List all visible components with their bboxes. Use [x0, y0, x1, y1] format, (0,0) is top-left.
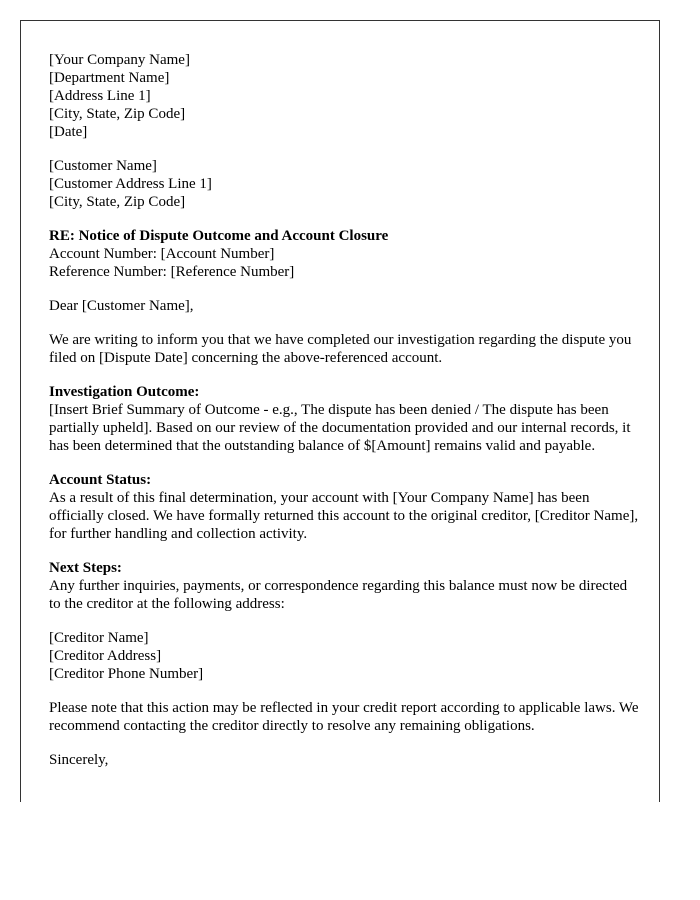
letter-page [20, 20, 660, 802]
next-steps-heading: Next Steps: [49, 560, 122, 576]
creditor-address-block [49, 629, 639, 683]
letter-date: [Date] [49, 124, 88, 140]
sign-off: Sincerely, [49, 752, 109, 768]
sender-department: [Department Name] [49, 70, 170, 86]
recipient-city-state-zip: [City, State, Zip Code] [49, 194, 186, 210]
recipient-address-block [49, 157, 639, 211]
recipient-address-line-1: [Customer Address Line 1] [49, 176, 212, 192]
recipient-name: [Customer Name] [49, 158, 157, 174]
closing-paragraph: Please note that this action may be reflected in your credit report according to applicable laws. We recommend contacting the creditor directly to resolve any remaining obligations. [49, 700, 639, 734]
creditor-name: [Creditor Name] [49, 630, 149, 646]
creditor-address: [Creditor Address] [49, 648, 162, 664]
next-steps-body: Any further inquiries, payments, or correspondence regarding this balance must now be directed to the creditor at the following address: [49, 578, 628, 612]
investigation-heading: Investigation Outcome: [49, 384, 200, 400]
subject-block [49, 227, 639, 281]
account-status-body: As a result of this final determination, your account with [Your Company Name] has been officially closed. We have formally returned this account to the original creditor, [Creditor Name], for further handling and collection activity. [49, 490, 639, 542]
reference-number: Reference Number: [Reference Number] [49, 264, 295, 280]
sender-city-state-zip: [City, State, Zip Code] [49, 106, 186, 122]
salutation: Dear [Customer Name], [49, 298, 194, 314]
investigation-body: [Insert Brief Summary of Outcome - e.g., The dispute has been denied / The dispute has been partially upheld]. Based on our review of the documentation provided and our internal records, it has been determined that the outstanding balance of $[Amount] remains valid and payable. [49, 402, 631, 454]
creditor-phone: [Creditor Phone Number] [49, 666, 204, 682]
letter-content [49, 51, 639, 785]
next-steps-section [49, 559, 639, 613]
account-status-section [49, 471, 639, 543]
sender-address-line-1: [Address Line 1] [49, 88, 151, 104]
account-number: Account Number: [Account Number] [49, 246, 275, 262]
sender-address-block [49, 51, 639, 141]
investigation-section [49, 383, 639, 455]
account-status-heading: Account Status: [49, 472, 152, 488]
sender-company: [Your Company Name] [49, 52, 190, 68]
subject-line: RE: Notice of Dispute Outcome and Account Closure [49, 228, 389, 244]
intro-paragraph: We are writing to inform you that we have completed our investigation regarding the dispute you filed on [Dispute Date] concerning the above-referenced account. [49, 332, 632, 366]
